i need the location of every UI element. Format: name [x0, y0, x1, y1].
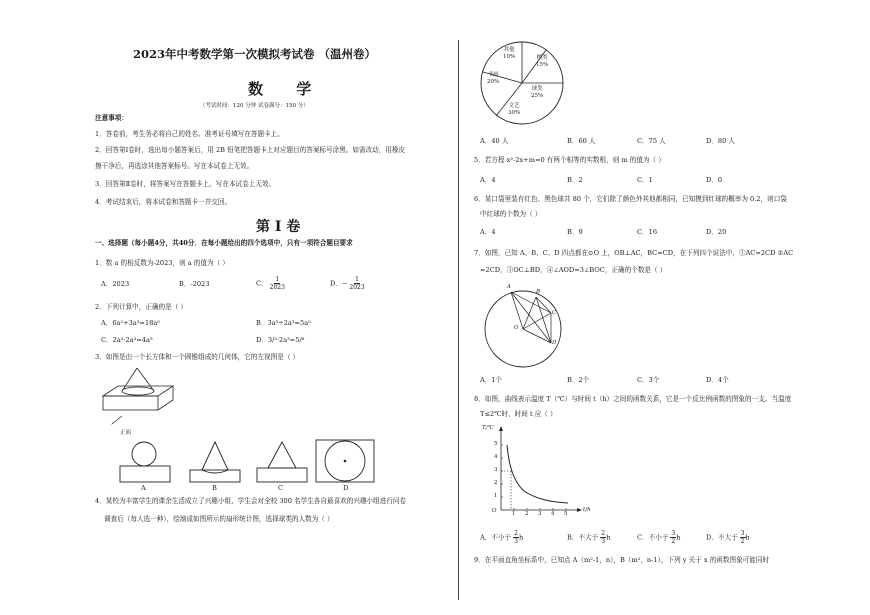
- q1-option-d: D．− $\frac{1}{2023}$: [330, 276, 365, 291]
- question-8-line-2: T≤2℃时，时间 t 应（ ）: [480, 410, 557, 418]
- pie-label-ball: 球类 25%: [531, 86, 544, 99]
- q7-circle-figure: [478, 280, 568, 370]
- question-4-line-2: 调查后（每人选一种），绘制成如图所示的扇形统计图，选择球类的人数为（ ）: [104, 515, 334, 523]
- question-1: 1．数 a 的相反数为-2023，则 a 的值为（ ）: [95, 259, 229, 267]
- q8-x-tick-5: 5: [564, 511, 568, 517]
- q8-x-tick-3: 3: [538, 511, 542, 517]
- q7-option-b: B．2个: [567, 376, 590, 384]
- q8-y-tick-4: 4: [494, 454, 498, 460]
- pie-label-other: 其他 10%: [503, 47, 516, 60]
- q8-option-c: C．不小于 $\frac{3}{2}$ h: [637, 530, 681, 545]
- question-3: 3．如图是由一个长方体和一个圆锥组成的几何体，它的左视图是（ ）: [95, 353, 300, 361]
- question-9: 9．在平面直角坐标系中，已知点 A（m²-1，n），B（m²，n-1），下列 y 关于 x 的函数图象可能同时: [474, 556, 770, 564]
- q5-option-b: B．2: [567, 176, 583, 184]
- q8-option-a: A．不小于 $\frac{2}{3}$ h: [480, 530, 524, 545]
- q7-point-o: O: [514, 325, 519, 331]
- q7-point-c: C: [552, 310, 557, 316]
- q8-option-d: D．不大于 $\frac{3}{2}$ h: [706, 530, 750, 545]
- question-6-line-1: 6．某口袋里装有红色、黑色球共 80 个，它们除了颜色外其他都相同，已知摸到红球的概率为 0.2，则口袋: [474, 195, 787, 203]
- q8-y-tick-1: 1: [494, 493, 498, 499]
- q3-option-c: C: [278, 484, 284, 492]
- q3-front-label: 正面: [120, 430, 132, 436]
- q1-option-a: A．2023: [101, 280, 130, 288]
- q5-option-d: D．0: [706, 176, 723, 184]
- q8-option-b: B．不大于 $\frac{2}{3}$ h: [567, 530, 611, 545]
- q7-option-d: D．4个: [706, 376, 729, 384]
- question-8-line-1: 8．如图，曲线表示温度 T（℃）与时间 t（h）之间的函数关系，它是一个反比例函数的图象的一支。当温度: [474, 395, 792, 403]
- pie-label-painting: 书画 20%: [487, 72, 500, 85]
- q8-x-axis-label: t/h: [583, 507, 591, 513]
- q8-y-tick-2: 2: [494, 480, 498, 486]
- q3-option-a: A: [141, 484, 146, 492]
- question-2: 2．下列计算中，正确的是（ ）: [95, 303, 188, 311]
- q2-option-d: D．3/²·2a³=5/⁶: [256, 336, 305, 344]
- q5-option-c: C．1: [637, 176, 653, 184]
- notice-1: 1．答卷前，考生务必将自己的姓名、准考证号填写在答题卡上。: [95, 130, 284, 138]
- notice-heading: 注意事项：: [95, 114, 128, 122]
- q3-option-a-figure: [118, 440, 173, 485]
- q4-option-b: B．60 人: [567, 137, 596, 145]
- q2-option-a: A．6a²+3a³=18a⁵: [101, 319, 160, 327]
- question-7-line-1: 7．如图，已知 A、B、C、D 四点都在⊙O 上，OB⊥AC，BC=CD，在下列四个说法中，①AC=2CD ②AC: [474, 249, 794, 257]
- q8-y-axis-label: T/℃: [482, 425, 494, 431]
- notice-4: 4．考试结束后，将本试卷和答题卡一并交回。: [95, 198, 232, 206]
- q6-option-d: D．20: [706, 228, 727, 236]
- q8-x-tick-2: 2: [525, 511, 529, 517]
- subject-heading: 数 学: [248, 80, 326, 98]
- q7-point-b: B: [536, 289, 541, 295]
- notice-2: 2．回答第Ⅰ卷时，选出每小题答案后，用 2B 铅笔把答题卡上对应题目的答案标号涂黑。如需改动，用橡皮: [95, 146, 406, 154]
- q3-option-c-figure: [255, 440, 310, 485]
- q4-option-d: D．80 人: [706, 137, 735, 145]
- q4-option-c: C．75 人: [637, 137, 666, 145]
- q3-option-b: B: [212, 484, 217, 492]
- q6-option-c: C．16: [637, 228, 658, 236]
- q8-x-tick-4: 4: [551, 511, 555, 517]
- q8-y-tick-5: 5: [494, 441, 498, 447]
- notice-2-cont: 擦干净后，再选涂其他答案标号。写在本试卷上无效。: [95, 162, 254, 170]
- q3-solid-figure: [98, 366, 188, 438]
- q8-x-tick-1: 1: [512, 511, 516, 517]
- exam-info: （考试时间：120 分钟 试卷满分：150 分）: [200, 103, 309, 109]
- column-divider: [458, 40, 459, 600]
- q3-option-d-figure: [314, 438, 376, 486]
- q2-option-c: C．2a³·2a³=4a⁹: [101, 336, 153, 344]
- q3-option-b-figure: [188, 440, 243, 485]
- question-4-line-1: 4．某校为丰富学生的课余生活成立了兴趣小组，学生会对全校 300 名学生各自最喜欢的兴趣小组进行问卷: [95, 497, 407, 505]
- pie-label-chess: 棋类 15%: [536, 55, 549, 68]
- section-heading: 一、选择题（每小题4分，共40分．在每小题给出的四个选项中，只有一项符合题目要求: [95, 239, 353, 247]
- pie-label-arts: 文艺 30%: [508, 103, 521, 116]
- q1-option-c: C． $\frac{1}{2023}$: [256, 276, 285, 291]
- q1-option-b: B．-2023: [179, 280, 210, 288]
- q4-option-a: A．40 人: [480, 137, 509, 145]
- question-5: 5．若方程 x²-2x+m=0 有两个相等的实数根，则 m 的值为（ ）: [474, 156, 665, 164]
- q7-option-a: A．1个: [480, 376, 503, 384]
- q7-option-c: C．3个: [637, 376, 660, 384]
- q7-point-d: D: [552, 340, 557, 346]
- notice-3: 3．回答第Ⅱ卷时，将答案写在答题卡上。写在本试卷上无效。: [95, 180, 276, 188]
- q5-option-a: A．4: [480, 176, 496, 184]
- q6-option-a: A．4: [480, 228, 496, 236]
- exam-title: 2023年中考数学第一次模拟考试卷 （温州卷）: [133, 47, 377, 61]
- q3-option-d: D: [343, 484, 349, 492]
- q8-origin: O: [492, 508, 497, 514]
- question-7-line-2: =2CD，③OC⊥BD，④∠AOD=3∠BOC，正确的个数是（ ）: [480, 266, 667, 274]
- q8-y-tick-3: 3: [494, 467, 498, 473]
- q7-point-a: A: [507, 284, 511, 290]
- question-6-line-2: 中红球的个数为（ ）: [480, 210, 542, 218]
- q2-option-b: B．3a⁵÷2a³=5a⁵: [256, 319, 311, 327]
- q6-option-b: B．9: [567, 228, 583, 236]
- volume-heading: 第 I 卷: [256, 219, 301, 235]
